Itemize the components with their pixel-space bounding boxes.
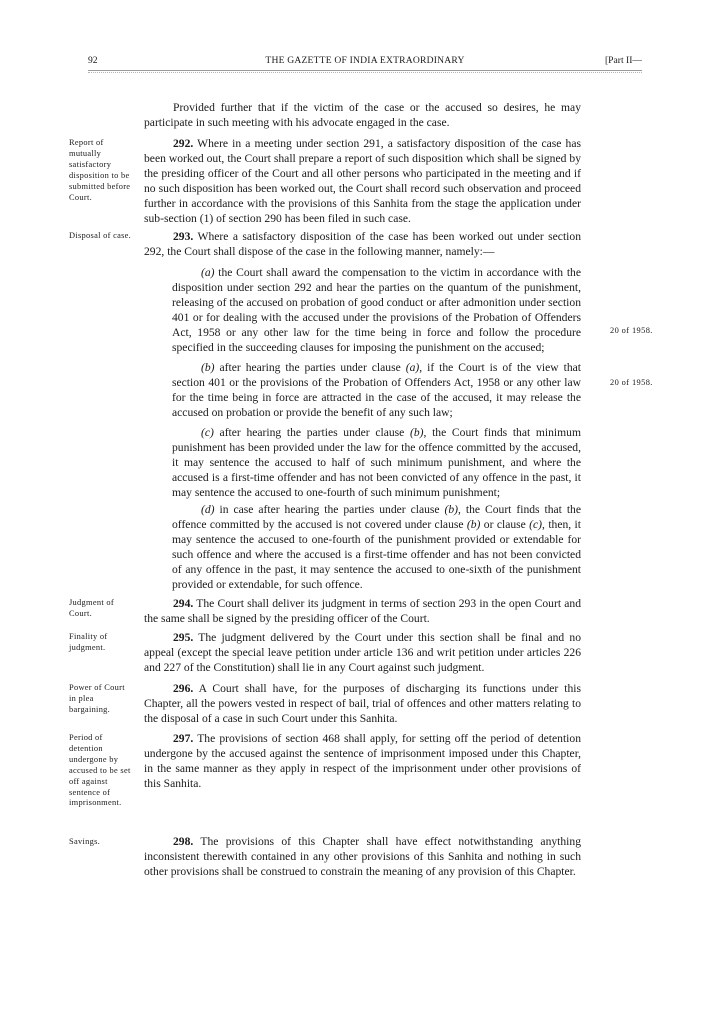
clause-d-label: (d) [201,503,215,516]
act-reference-1: 20 of 1958. [610,326,653,335]
clause-d-ref-1: (b) [444,503,459,516]
section-number-298: 298. [173,835,194,848]
clause-d-mid-1: , the Court finds that the offence committed by the accused is not covered under clause [172,503,581,532]
section-295 [144,630,581,675]
section-293-text: Where a satisfactory disposition of the case has been worked out under section 292, the Court shall dispose of the case in the following manner, namely:— [144,230,581,259]
section-number-296: 296. [173,682,194,695]
margin-note-293: Disposal of case. [69,231,132,240]
clause-d-intro: in case after hearing the parties under clause [214,503,445,516]
clause-c-intro: after hearing the parties under clause [213,426,410,439]
clause-b-label: (b) [201,361,215,374]
clause-b [172,360,581,420]
section-297-text: The provisions of section 468 shall apply, for setting off the period of detention undergone by the accused against the sentence of imprisonment imposed under this Chapter, in the same manner as they apply in respect of the imprisonment under other provisions of this Sanhita. [144,732,581,791]
clause-c-ref: (b) [409,426,424,439]
section-number-294: 294. [173,597,194,610]
section-298 [144,834,581,879]
margin-note-292: Report of mutually satisfactory disposition to be submitted before Court. [69,138,131,202]
section-292-text: Where in a meeting under section 291, a satisfactory disposition of the case has been worked out, the Court shall prepare a report of such disposition which shall be signed by the presiding officer of the Court and all other persons who participated in the meeting and if no such disposition has been worked out, the Court shall record such observation and proceed further in accordance with the provisions of this Sanhita from the stage the application under sub-section (1) of section 290 has been filed in such case. [144,137,581,226]
section-294 [144,596,581,626]
clause-d-ref-3: (c) [529,518,543,532]
margin-note-296: Power of Court in plea bargaining. [69,683,125,714]
page-number: 92 [88,55,98,66]
clause-a-text: the Court shall award the compensation to the victim in accordance with the disposition under section 292 and hear the parties on the quantum of the punishment, releasing of the accused on probation of good conduct or after admonition under section 401 or for dealing with the accused under the provisions of the Probation of Offenders Act, 1958 or any other law for the time being in force and follow the procedure specified in the succeeding clauses for imposing the punishment on the accused; [172,266,581,355]
section-number-297: 297. [173,732,194,745]
header-rule [88,70,642,71]
clause-a-label: (a) [201,266,215,279]
part-label: [Part II— [604,55,642,66]
proviso-text: Provided further that if the victim of the case or the accused so desires, he may participate in such meeting with his advocate engaged in the case. [144,101,581,130]
section-292 [144,136,581,227]
header-rule-dotted [88,72,642,73]
clause-c-text: , the Court finds that minimum punishment has been provided under the law for the offence committed by the accused, it may sentence the accused to half of such minimum punishment, and where the accused is a first-time offender and has not been convicted of any offence in the past, it may sentence the accused to one-fourth of such minimum punishment; [172,426,581,500]
clause-b-text: , if the Court is of the view that section 401 or the provisions of the Probation of Offenders Act, 1958 or any other law for the time being in force are attracted in the case of the accused, it may release the accused on probation or provide the benefit of any such law; [172,361,581,420]
section-295-text: The judgment delivered by the Court under this section shall be final and no appeal (except the special leave petition under article 136 and writ petition under articles 226 and 227 of the Constitution) shall lie in any Court against such judgment. [144,631,581,675]
clause-b-ref: (a) [405,361,420,374]
page-header [88,54,642,70]
clause-a [172,265,581,356]
clause-d [172,502,581,593]
section-296 [144,681,581,726]
clause-d-text: , then, it may sentence the accused to one-fourth of the punishment provided or extendable for such offence and where the accused is a first-time offender and has not been convicted of any offence in the past, it may sentence the accused to one-sixth of the punishment provided or extendable, for such offence. [172,518,581,592]
margin-note-298: Savings. [69,837,101,846]
clause-d-ref-2: (b) [466,518,481,532]
proviso-paragraph [144,100,581,130]
clause-d-mid-2: or clause [480,518,530,532]
margin-note-297: Period of detention undergone by accused to be set off against sentence of imprisonment. [69,733,131,808]
clause-b-intro: after hearing the parties under clause [214,361,406,374]
section-298-text: The provisions of this Chapter shall have effect notwithstanding anything inconsistent therewith contained in any other provisions of this Sanhita and nothing in such other provisions shall be construed to constrain the meaning of any provision of this Chapter. [144,835,581,879]
gazette-title: THE GAZETTE OF INDIA EXTRAORDINARY [265,55,465,66]
section-number-295: 295. [173,631,194,644]
section-293 [144,229,581,259]
clause-c-label: (c) [201,426,214,439]
section-297 [144,731,581,791]
act-reference-2: 20 of 1958. [610,378,653,387]
margin-note-294: Judgment of Court. [69,598,114,618]
section-number-292: 292. [173,137,194,150]
section-294-text: The Court shall deliver its judgment in terms of section 293 in the open Court and the same shall be signed by the presiding officer of the Court. [144,597,581,626]
section-296-text: A Court shall have, for the purposes of discharging its functions under this Chapter, all the powers vested in respect of bail, trial of offences and other matters relating to the disposal of a case in such Court under this Sanhita. [144,682,581,726]
margin-note-295: Finality of judgment. [69,632,108,652]
clause-c [172,425,581,500]
section-number-293: 293. [173,230,194,243]
